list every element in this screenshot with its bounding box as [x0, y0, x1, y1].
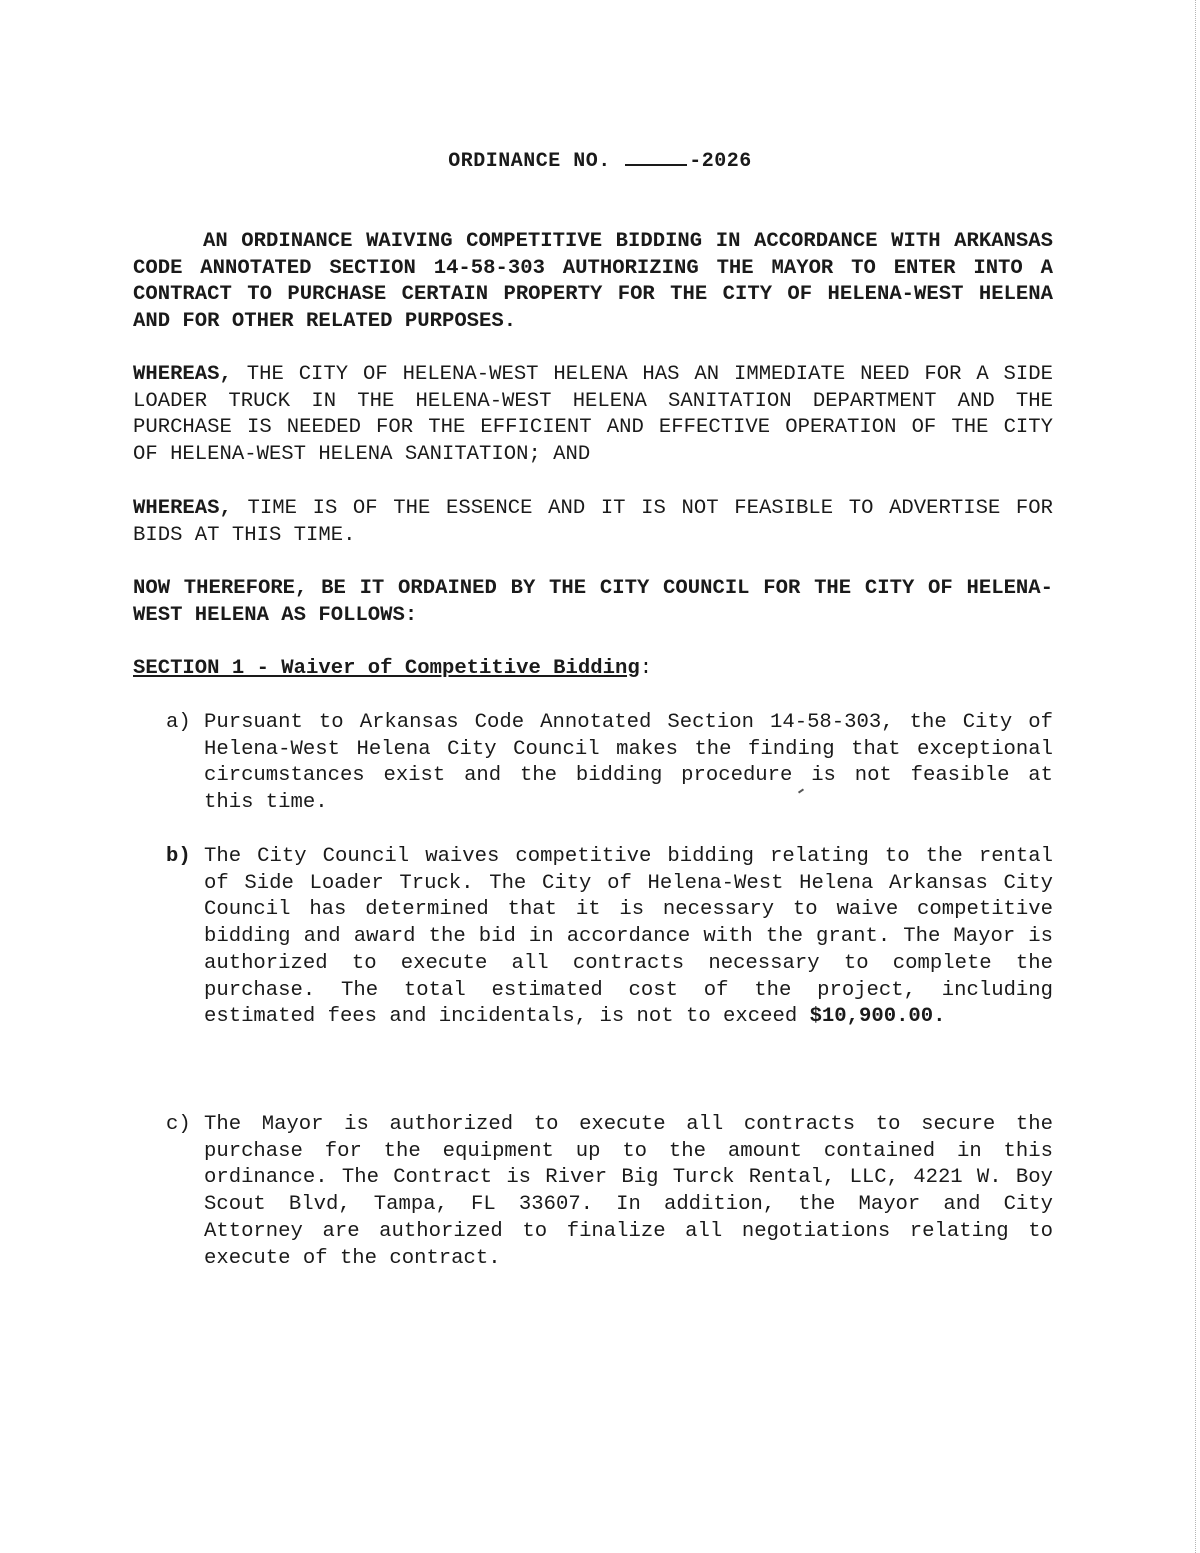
whereas-label: WHEREAS,: [133, 363, 232, 386]
list-item-marker: a): [166, 711, 191, 734]
whereas-clause-2: [133, 496, 1053, 549]
list-item-text: [204, 844, 1053, 1031]
ordinance-heading: AN ORDINANCE WAIVING COMPETITIVE BIDDING IN ACCORDANCE WITH ARKANSAS CODE ANNOTATED SECTION 14-58-303 AUTHORIZING THE MAYOR TO ENTER INTO A CONTRACT TO PURCHASE CERTAIN PROPERTY FOR THE CITY OF HELENA-WEST HELENA AND FOR OTHER RELATED PURPOSES.: [133, 230, 1053, 334]
list-item-marker: c): [166, 1113, 191, 1136]
whereas-clause-1: [133, 362, 1053, 469]
ordinance-title-prefix: ORDINANCE NO.: [448, 150, 611, 173]
section-1-colon: :: [639, 657, 653, 680]
whereas-text: THE CITY OF HELENA-WEST HELENA HAS AN IMMEDIATE NEED FOR A SIDE LOADER TRUCK IN THE HELENA-WEST HELENA SANITATION DEPARTMENT AND THE PURCHASE IS NEEDED FOR THE EFFICIENT AND EFFECTIVE OPERATION OF THE CITY OF HELENA-WEST HELENA SANITATION; AND: [133, 363, 1053, 467]
cost-amount: $10,900.00.: [809, 1005, 946, 1029]
now-therefore-clause: NOW THEREFORE, BE IT ORDAINED BY THE CITY COUNCIL FOR THE CITY OF HELENA-WEST HELENA AS FOLLOWS:: [133, 577, 1053, 627]
list-item: [166, 844, 1053, 1031]
ordinance-title: [0, 150, 1200, 173]
ordinance-number-blank: [625, 150, 687, 166]
list-item: [166, 710, 1053, 817]
list-item-text: The Mayor is authorized to execute all contracts to secure the purchase for the equipment up to the amount contained in this ordinance. The Contract is River Big Turck Rental, LLC, 4221 W. Boy Scout Blvd, Tampa, FL 33607. In addition, the Mayor and City Attorney are authorized to finalize all negotiations relating to execute of the contract.: [204, 1113, 1053, 1270]
ordinance-title-suffix: -2026: [689, 150, 752, 173]
whereas-text: TIME IS OF THE ESSENCE AND IT IS NOT FEASIBLE TO ADVERTISE FOR BIDS AT THIS TIME.: [133, 497, 1054, 547]
section-1-title: SECTION 1 - Waiver of Competitive Bidding: [133, 657, 640, 680]
whereas-label: WHEREAS,: [133, 497, 232, 520]
list-item-marker: b): [166, 845, 191, 868]
scan-edge-line: [1195, 0, 1196, 1553]
list-item-text: Pursuant to Arkansas Code Annotated Section 14-58-303, the City of Helena-West Helena City Council makes the finding that exceptional circumstances exist and the bidding procedure is not feasible at this time.: [204, 711, 1053, 815]
list-item-body: The City Council waives competitive bidding relating to the rental of Side Loader Truck. The City of Helena-West Helena Arkansas City Council has determined that it is necessary to waive competitive bidding and award the bid in accordance with the grant. The Mayor is authorized to execute all contracts necessary to complete the purchase. The total estimated cost of the project, including estimated fees and incidentals, is not to exceed: [204, 845, 1053, 1029]
section-1-heading: [133, 656, 1053, 683]
list-item: [166, 1112, 1053, 1272]
